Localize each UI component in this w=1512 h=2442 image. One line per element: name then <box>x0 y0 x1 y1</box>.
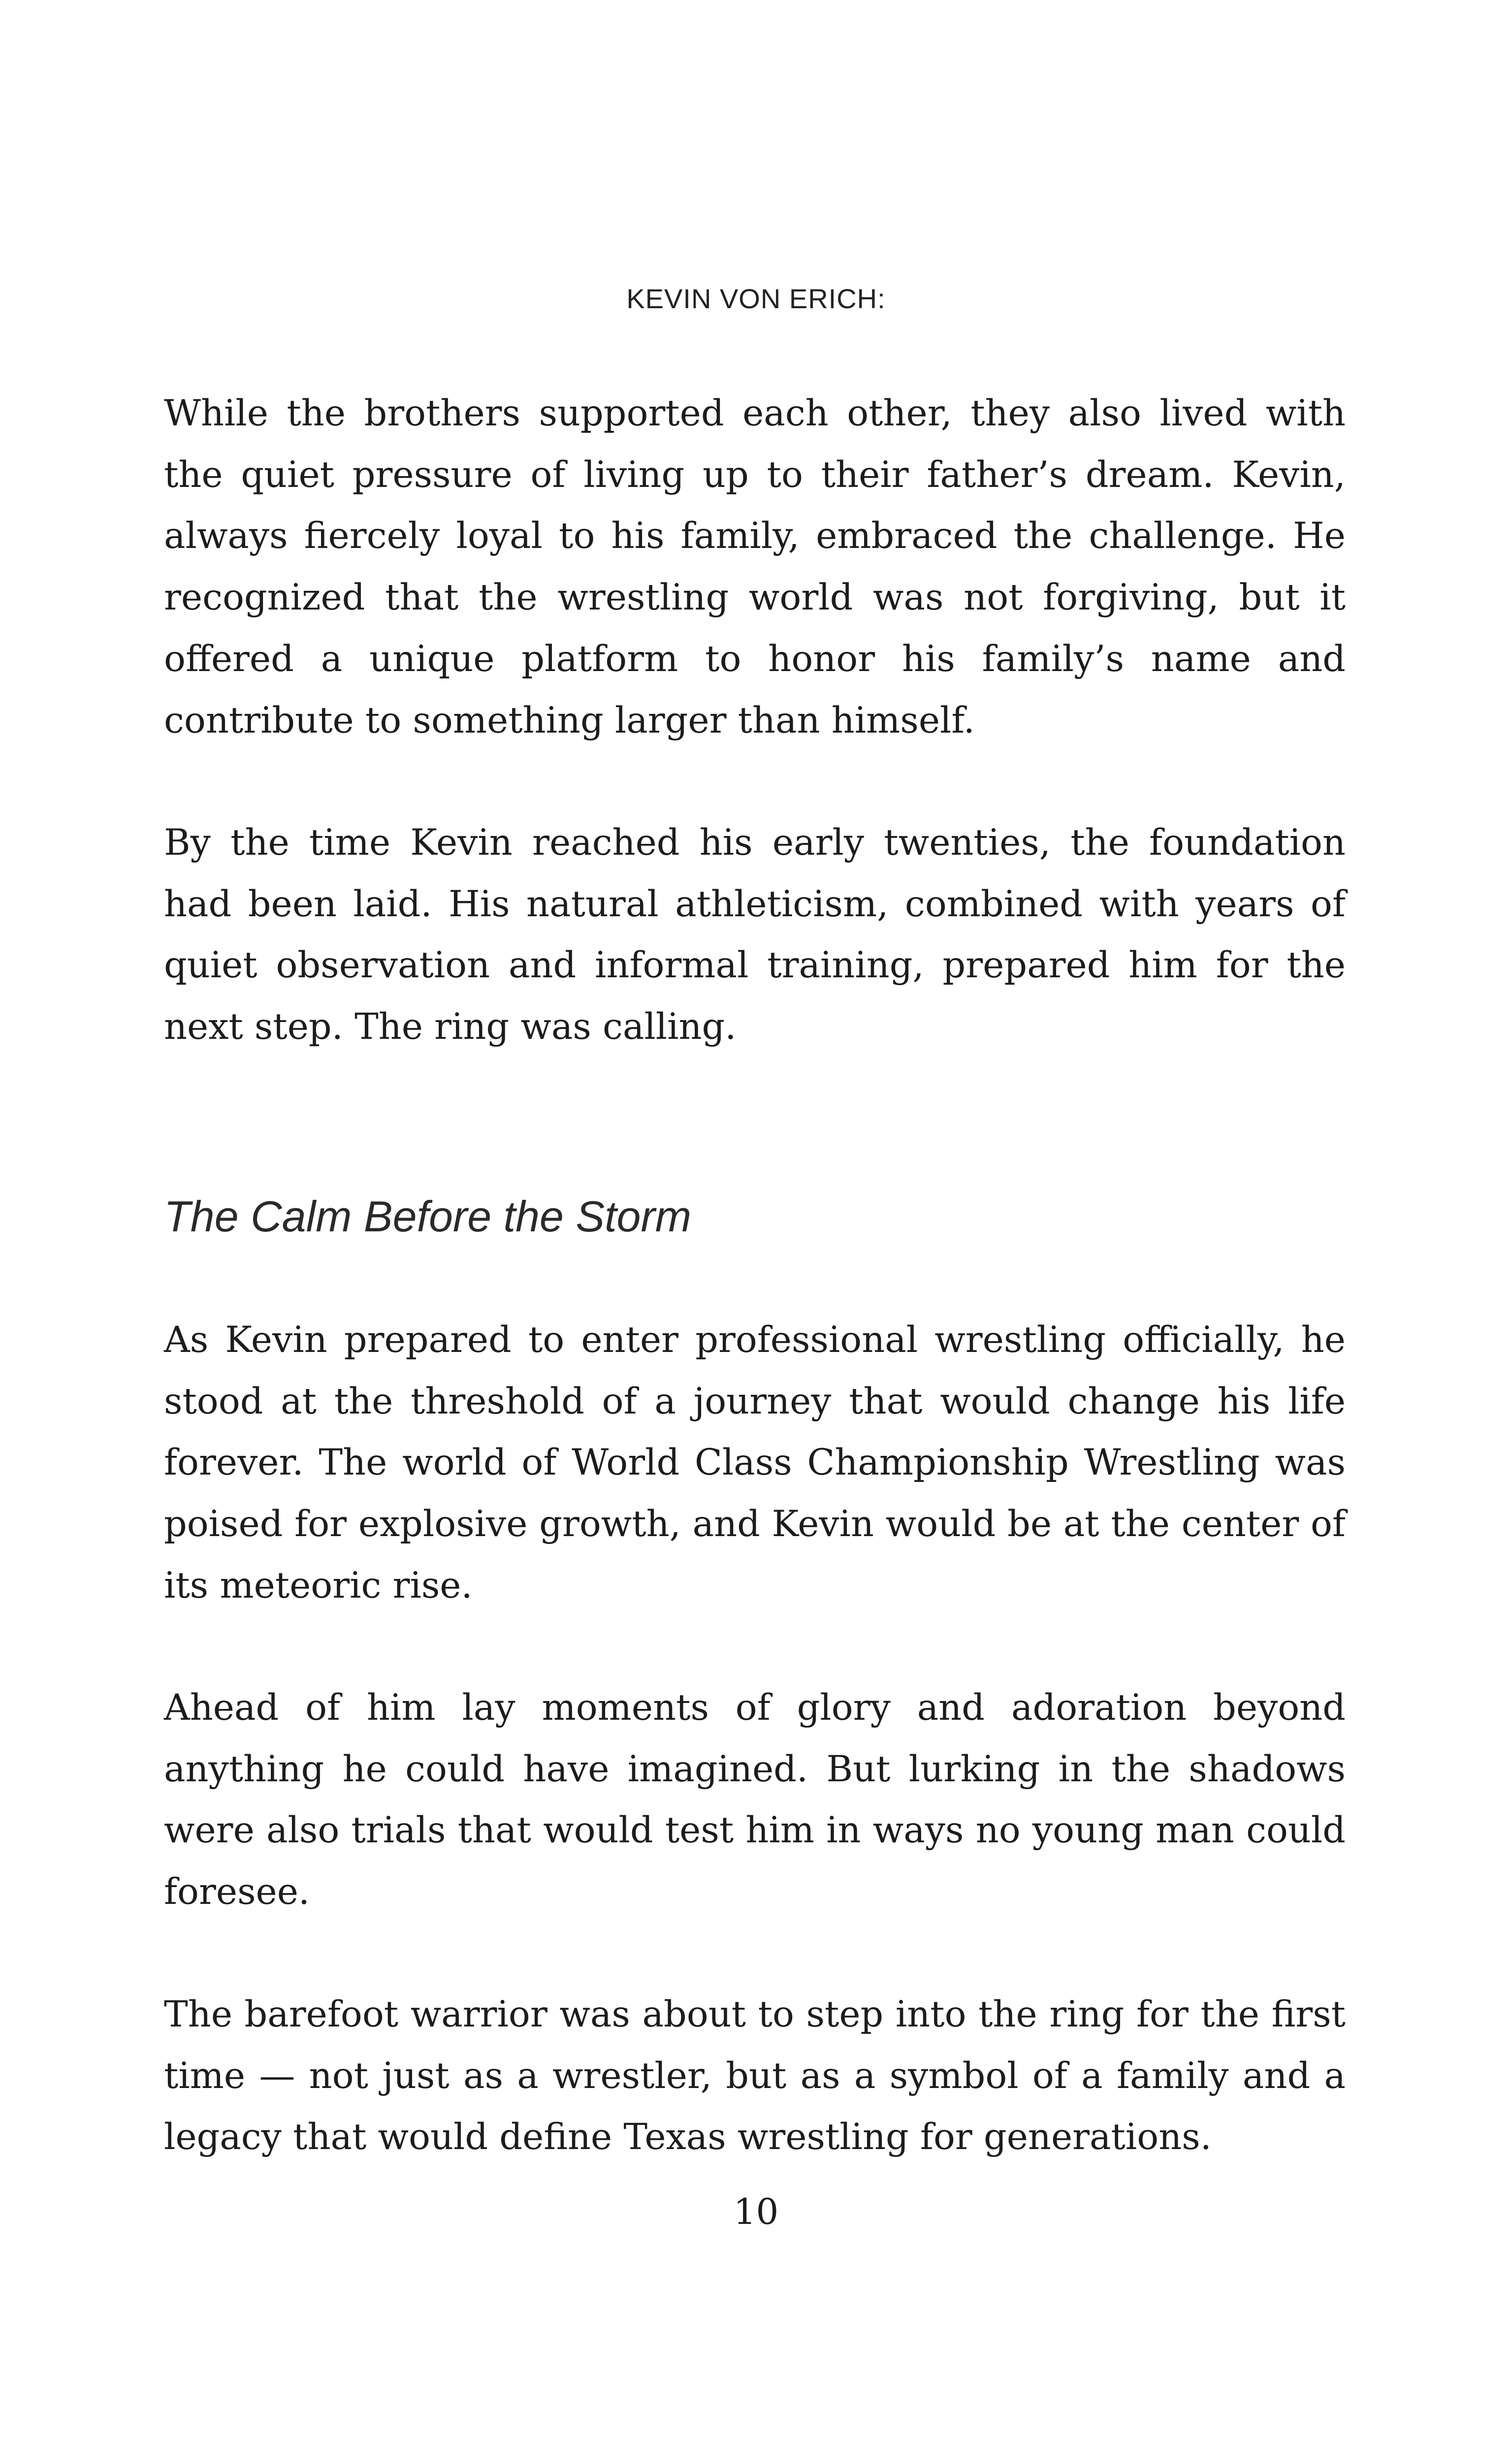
body-paragraph: While the brothers supported each other, they also lived with the quiet pressure of living up to their father’s dream. Kevin, always fiercely loyal to his family, embraced the challenge. He recognized that the wrestling world was not forgiving, but it offered a unique platform to honor his family’s name and contribute to something larger than himself. <box>164 392 1346 741</box>
section-heading: The Calm Before the Storm <box>164 1192 692 1241</box>
page-number: 10 <box>733 2191 779 2232</box>
body-paragraph: Ahead of him lay moments of glory and adoration beyond anything he could have imagined. But lurking in the shadows were also trials that would test him in ways no young man could foresee. <box>164 1687 1346 1913</box>
running-head: KEVIN VON ERICH: <box>626 283 886 314</box>
body-paragraph: The barefoot warrior was about to step into the ring for the first time — not just as a wrestler, but as a symbol of a family and a legacy that would define Texas wrestling for generations. <box>164 1993 1346 2158</box>
body-paragraph: By the time Kevin reached his early twenties, the foundation had been laid. His natural athleticism, combined with years of quiet observation and informal training, prepared him for the next step. The ring was calling. <box>164 822 1346 1048</box>
body-paragraph: As Kevin prepared to enter professional wrestling officially, he stood at the threshold of a journey that would change his life forever. The world of World Class Championship Wrestling was poised for explosive growth, and Kevin would be at the center of its meteoric rise. <box>164 1319 1346 1607</box>
